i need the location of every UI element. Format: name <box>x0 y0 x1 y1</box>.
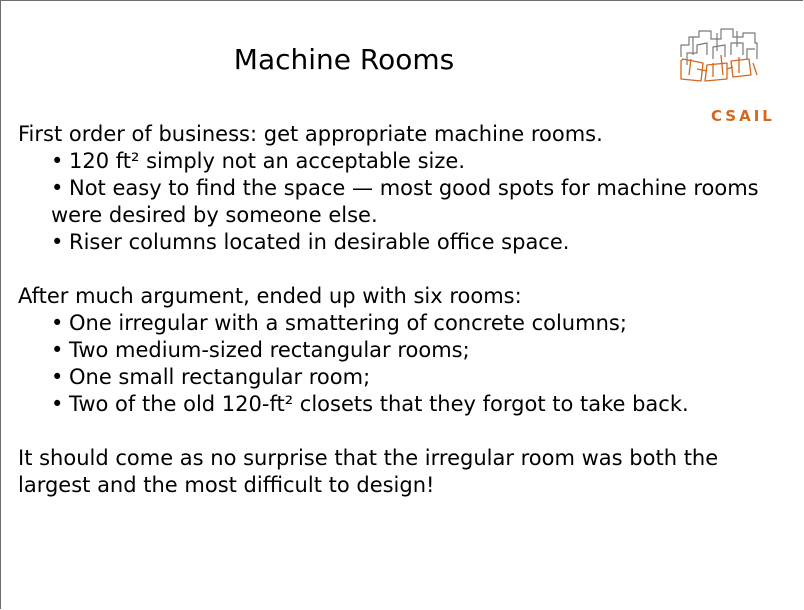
list-item <box>51 310 788 337</box>
list-item-text: Riser columns located in desirable office space. <box>69 230 570 254</box>
list-item-text: Two medium-sized rectangular rooms; <box>69 338 470 362</box>
list-item-text: 120 ft² simply not an acceptable size. <box>69 149 465 173</box>
bullet-dot: • <box>51 311 64 335</box>
logo-wordmark: CSAIL <box>711 107 775 125</box>
section-lead: First order of business: get appropriate machine rooms. <box>18 122 603 146</box>
section-machine-rooms <box>18 121 788 256</box>
section-closing <box>18 445 788 499</box>
list-item <box>51 229 788 256</box>
csail-logo <box>677 25 777 125</box>
bullet-dot: • <box>51 338 64 362</box>
section-six-rooms <box>18 283 788 418</box>
list-item-text: One small rectangular room; <box>69 365 371 389</box>
list-item <box>51 148 788 175</box>
slide-title: Machine Rooms <box>233 43 455 76</box>
bullet-dot: • <box>51 392 64 416</box>
bullet-dot: • <box>51 149 64 173</box>
csail-building-logo-icon <box>677 25 777 105</box>
bullet-dot: • <box>51 230 64 254</box>
list-item-text: Not easy to find the space — most good spots for machine rooms were desired by someone else. <box>51 176 759 227</box>
list-item <box>51 391 788 418</box>
list-item-text: One irregular with a smattering of concrete columns; <box>69 311 627 335</box>
bullet-dot: • <box>51 176 64 200</box>
bullet-list <box>18 148 788 256</box>
bullet-dot: • <box>51 365 64 389</box>
closing-statement: It should come as no surprise that the irregular room was both the largest and the most difficult to design! <box>18 446 719 497</box>
list-item <box>51 175 788 229</box>
slide-body <box>18 121 788 499</box>
list-item <box>51 364 788 391</box>
bullet-list <box>18 310 788 418</box>
list-item <box>51 337 788 364</box>
list-item-text: Two of the old 120-ft² closets that they forgot to take back. <box>69 392 689 416</box>
section-lead: After much argument, ended up with six rooms: <box>18 284 522 308</box>
